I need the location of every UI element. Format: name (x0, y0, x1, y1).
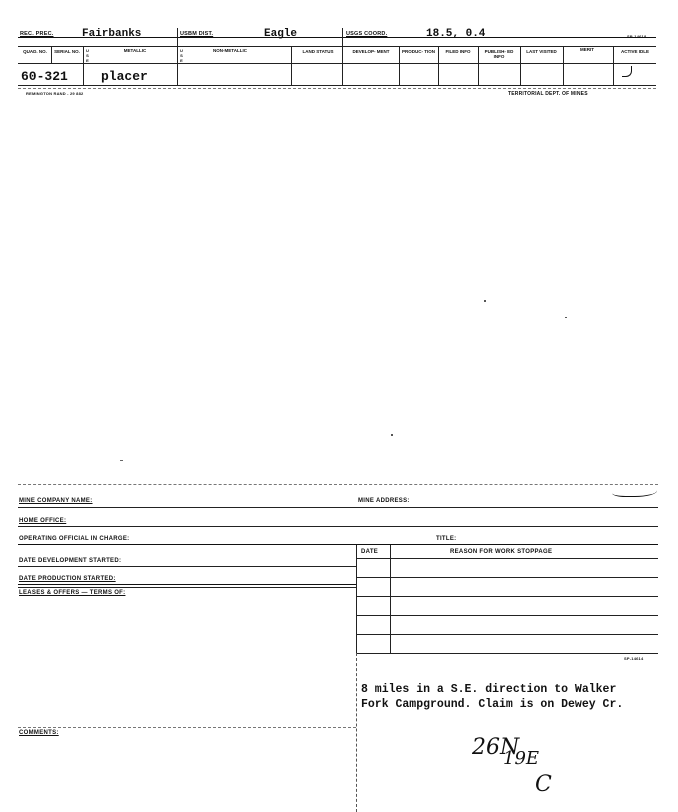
handwritten-line-2: 19E (503, 748, 540, 769)
speck (120, 460, 123, 461)
col-development: DEVELOP- MENT (352, 49, 390, 54)
top-form-number: SP-14618 (627, 34, 647, 39)
usgs-coord-label: USGS COORD. (346, 31, 388, 37)
date-development-label: DATE DEVELOPMENT STARTED: (19, 558, 122, 564)
col-metallic: METALLIC (123, 48, 147, 53)
top-footer-right: TERRITORIAL DEPT. OF MINES (508, 91, 588, 97)
stray-curve (612, 484, 657, 497)
metallic-value: placer (101, 69, 148, 84)
col-production: PRODUC- TION (402, 49, 435, 54)
rec-prec-label: REC. PREC. (20, 31, 54, 37)
col-land-status: LAND STATUS (302, 49, 334, 54)
col-active-idle: ACTIVE IDLE (620, 49, 649, 54)
title-label: TITLE: (436, 536, 457, 542)
col-last-visited: LAST VISITED (526, 49, 557, 54)
stoppage-date-header: DATE (361, 549, 379, 555)
bottom-form-number: SP-14614 (624, 656, 644, 661)
col-merit: MERIT (580, 47, 594, 52)
mine-company-name-label: MINE COMPANY NAME: (19, 498, 93, 504)
col-quad-no: QUAD. NO. (23, 49, 47, 54)
speck (484, 300, 486, 302)
speck (391, 434, 393, 436)
active-idle-mark (622, 66, 632, 77)
quad-value: 60-321 (21, 69, 68, 84)
mine-address-label: MINE ADDRESS: (358, 498, 410, 504)
stoppage-reason-header: REASON FOR WORK STOPPAGE (450, 549, 553, 555)
use-letters-non-metallic: U S E (180, 48, 183, 63)
typed-note-line-2: Fork Campground. Claim is on Dewey Cr. (361, 698, 624, 711)
col-non-metallic: NON-METALLIC (213, 48, 247, 53)
use-letters-metallic: U S E (86, 48, 89, 63)
col-published-info: PUBLISH- ED INFO (484, 49, 514, 59)
date-production-label: DATE PRODUCTION STARTED: (19, 576, 116, 582)
rec-prec-value: Fairbanks (82, 28, 142, 40)
top-footer-left: REMINGTON RAND - 29 882 (26, 91, 84, 96)
handwritten-line-1: 26N (472, 735, 520, 760)
usbm-dist-label: USBM DIST. (180, 31, 214, 37)
usbm-dist-value: Eagle (264, 28, 298, 40)
leases-label: LEASES & OFFERS — TERMS OF: (19, 590, 126, 596)
col-filed-info: FILED INFO (445, 49, 471, 54)
operating-official-label: OPERATING OFFICIAL IN CHARGE: (19, 536, 130, 542)
home-office-label: HOME OFFICE: (19, 518, 67, 524)
col-serial-no: SERIAL NO. (54, 49, 80, 54)
handwritten-line-3: C (535, 772, 552, 797)
comments-label: COMMENTS: (19, 730, 59, 736)
typed-note-line-1: 8 miles in a S.E. direction to Walker (361, 683, 617, 696)
speck (565, 317, 567, 318)
usgs-coord-value: 18.5, 0.4 (426, 28, 486, 40)
